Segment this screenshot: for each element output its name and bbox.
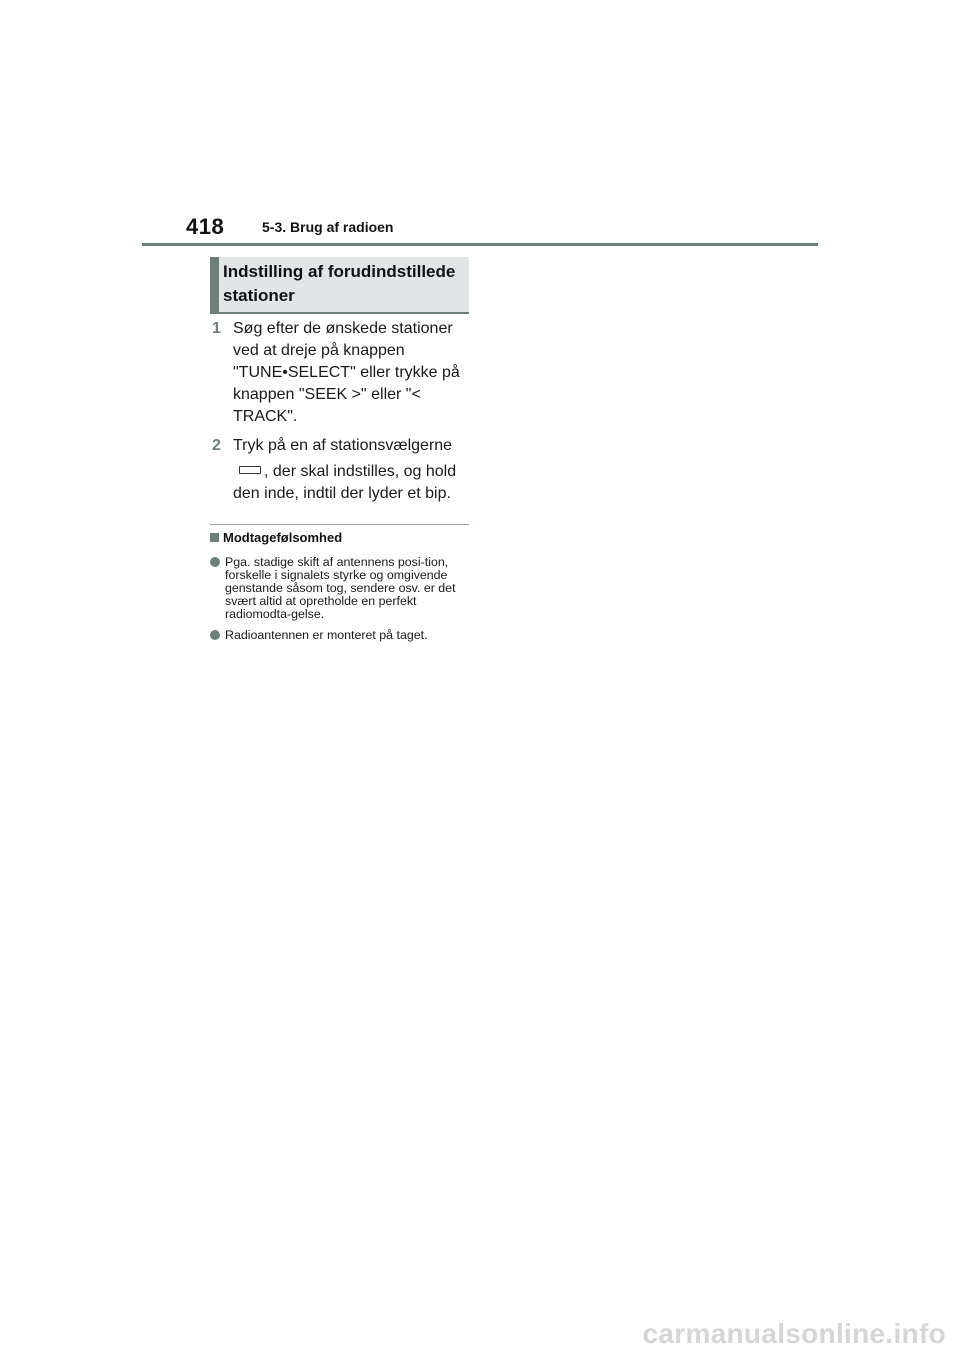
step-number: 1: [212, 320, 221, 337]
list-item: [210, 629, 468, 642]
preset-button-icon: [239, 466, 261, 474]
note-bullets: [210, 556, 468, 650]
step-text-before: Tryk på en af stationsvælgerne: [233, 437, 453, 454]
note-divider: [210, 524, 469, 525]
list-item: [210, 556, 468, 621]
step-number: 2: [212, 437, 221, 454]
section-title: Indstilling af forudindstillede stationer: [223, 262, 456, 305]
page-number: 418: [186, 214, 225, 239]
step-text-after: , der skal indstilles, og hold den inde, indtil der lyder et bip.: [233, 463, 457, 502]
step-2: [210, 435, 472, 505]
note-heading-text: Modtagefølsomhed: [223, 530, 343, 545]
steps-list: [210, 318, 472, 512]
square-bullet-icon: [210, 533, 219, 542]
bullet-text: Radioantennen er monteret på taget.: [225, 628, 428, 642]
chapter-heading: 5-3. Brug af radioen: [262, 219, 394, 235]
section-accent-bar: [210, 257, 219, 312]
header-divider: [142, 243, 818, 246]
section-title-box: [210, 257, 469, 314]
note-heading: [210, 530, 342, 545]
circle-bullet-icon: [210, 630, 220, 640]
step-1: [210, 318, 472, 428]
watermark: carmanualsonline.info: [642, 1318, 946, 1349]
circle-bullet-icon: [210, 557, 220, 567]
step-text: Søg efter de ønskede stationer ved at dreje på knappen "TUNE•SELECT" eller trykke på knappen "SEEK >" eller "< TRACK".: [233, 320, 460, 425]
bullet-text: Pga. stadige skift af antennens posi-tion, forskelle i signalets styrke og omgivende genstande såsom tog, sendere osv. er det svært altid at opretholde en perfekt radiomodta-gelse.: [225, 555, 456, 621]
